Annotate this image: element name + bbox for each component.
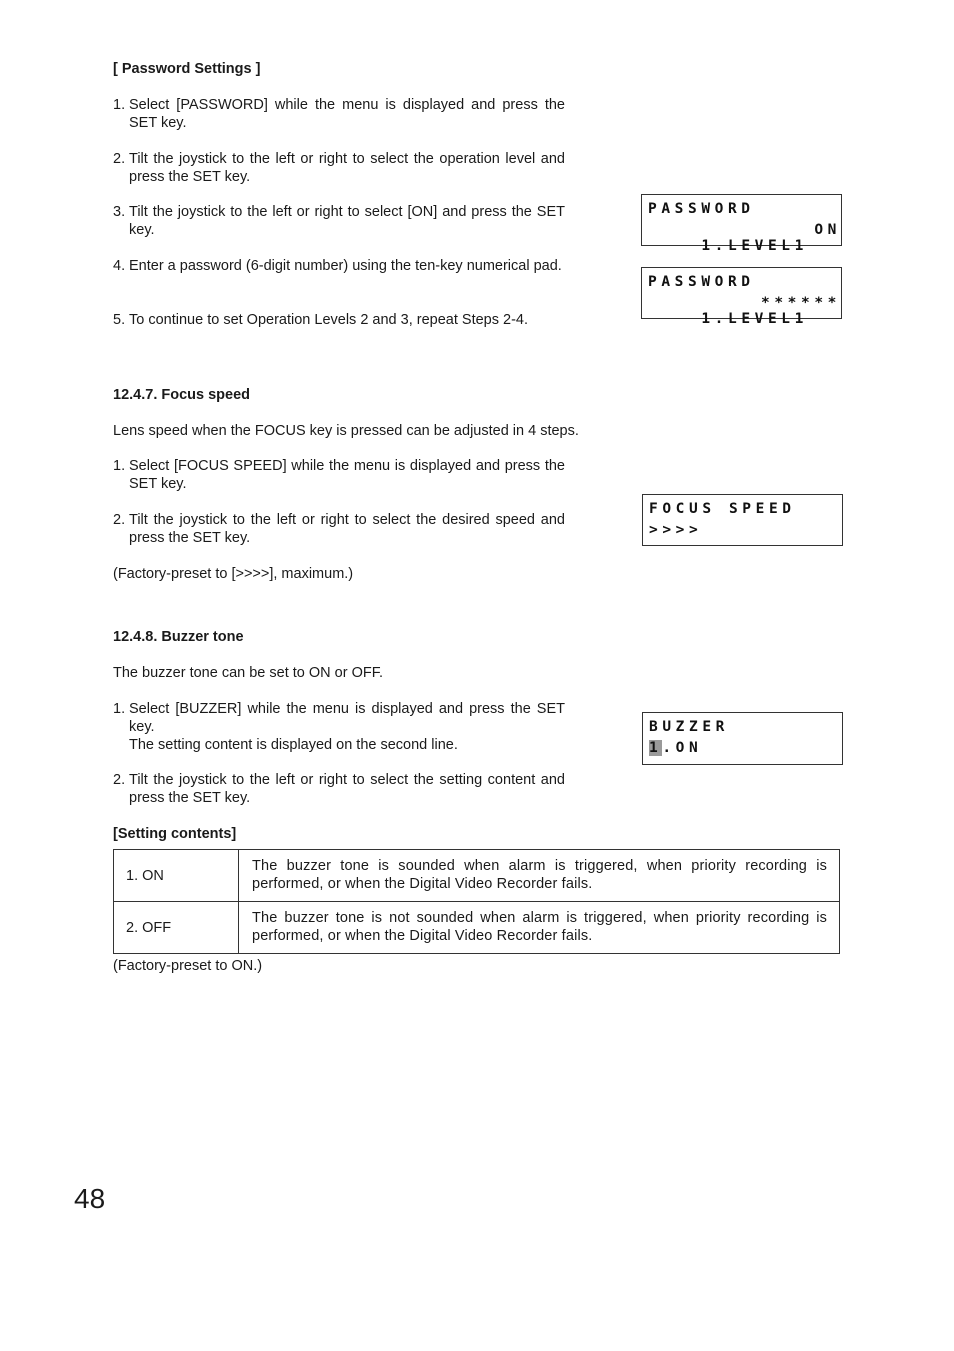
description-cell: The buzzer tone is sounded when alarm is triggered, when priority recording is performed, or when the Digital Video Recorder fails.: [239, 850, 840, 902]
password-step-2: 2. Tilt the joystick to the left or right to select the operation level and press the SET key.: [113, 151, 565, 185]
password-lcd-display-entry: [641, 267, 842, 327]
focus-step-2: 2. Tilt the joystick to the left or right to select the desired speed and press the SET key.: [113, 512, 565, 546]
lcd-line-2: >>>>: [649, 522, 703, 538]
lcd-line-1: PASSWORD: [648, 201, 755, 217]
buzzer-note: (Factory-preset to ON.): [113, 958, 263, 974]
table-row: [114, 902, 840, 954]
password-settings-heading: [ Password Settings ]: [113, 61, 261, 77]
description-cell: The buzzer tone is not sounded when alarm is triggered, when priority recording is performed, or when the Digital Video Recorder fails.: [239, 902, 840, 954]
focus-speed-heading: 12.4.7. Focus speed: [113, 387, 251, 403]
table-row: [114, 850, 840, 902]
lcd-line-1: BUZZER: [649, 719, 729, 735]
lcd-line-2: 1.ON: [649, 740, 703, 756]
focus-speed-lcd-display: [642, 494, 843, 546]
password-step-3: 3. Tilt the joystick to the left or right to select [ON] and press the SET key.: [113, 204, 565, 238]
buzzer-step-2: 2. Tilt the joystick to the left or right to select the setting content and press the SET key.: [113, 772, 565, 806]
password-lcd-display-on: [641, 194, 842, 254]
focus-speed-intro: Lens speed when the FOCUS key is pressed can be adjusted in 4 steps.: [113, 423, 579, 439]
lcd-line-1: FOCUS SPEED: [649, 501, 796, 517]
setting-cell: 1. ON: [114, 850, 239, 902]
lcd-cursor: 1: [649, 740, 663, 756]
buzzer-tone-intro: The buzzer tone can be set to ON or OFF.: [113, 665, 383, 681]
lcd-line-1: PASSWORD: [648, 274, 755, 290]
lcd-line-2: 1.LEVEL1 ON: [701, 222, 841, 254]
lcd-value: ON: [814, 222, 841, 238]
lcd-line-2: 1.LEVEL1 ******: [701, 295, 841, 327]
buzzer-step-1: 1. Select [BUZZER] while the menu is displayed and press the SET key. The setting content is displayed on the second line.: [113, 701, 565, 753]
password-step-5: 5. To continue to set Operation Levels 2 and 3, repeat Steps 2-4.: [113, 312, 529, 328]
setting-contents-heading: [Setting contents]: [113, 826, 237, 842]
buzzer-tone-heading: 12.4.8. Buzzer tone: [113, 629, 244, 645]
lcd-masked-password: ******: [761, 295, 841, 311]
buzzer-lcd-display: [642, 712, 843, 765]
focus-speed-note: (Factory-preset to [>>>>], maximum.): [113, 566, 354, 582]
setting-contents-table: [113, 849, 840, 954]
password-step-1: 1. Select [PASSWORD] while the menu is displayed and press the SET key.: [113, 97, 565, 131]
focus-step-1: 1. Select [FOCUS SPEED] while the menu is displayed and press the SET key.: [113, 458, 565, 492]
page-number: 48: [74, 1183, 106, 1214]
password-step-4: 4. Enter a password (6-digit number) using the ten-key numerical pad.: [113, 258, 562, 274]
setting-cell: 2. OFF: [114, 902, 239, 954]
